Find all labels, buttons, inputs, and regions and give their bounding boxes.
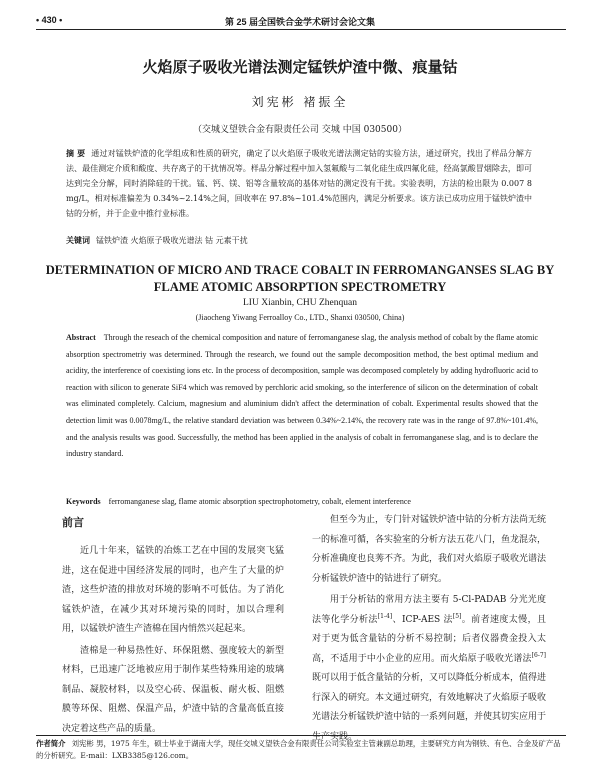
chinese-authors: 刘宪彬 褚振全 bbox=[251, 95, 349, 109]
chinese-keywords bbox=[66, 235, 532, 246]
body-text: 、ICP-AES 法 bbox=[392, 614, 453, 625]
english-keywords bbox=[66, 496, 538, 508]
footnote-text: 刘宪彬 男，1975 年生，硕士毕业于湖南大学，现任交城义望铁合金有限责任公司实验室主管兼副总助理，主要研究方向为钢铁、有色、合金及矿产品的分析研究。E-mail：LXB3385@126.com。 bbox=[36, 739, 561, 760]
english-authors: LIU Xianbin, CHU Zhenquan bbox=[243, 298, 357, 308]
header-rule bbox=[36, 29, 566, 30]
footnote-label: 作者简介 bbox=[36, 739, 66, 748]
footnote-rule bbox=[36, 735, 566, 736]
english-abstract-text: Through the reseach of the chemical composition and nature of ferromanganese slag, the analysis method of cobalt by the flame atomic absorption spectrometriy was determined. Through the research, we found out the sample decomposition method, the best optimal medium and acidity, the interference of coexisting ions etc. In the process of decomposition, sample was decomposed completely by adding hydrofluoric acid to reaction with silicon to generate SiF4 which was removed by perchloric acid smoking, so the interference of silicon on the determination of cobalt was eliminated completely. Calcium, magnesium and aluminium didn't affect the determination of cobalt. Experimental results showed that the detection limit was 0.0078mg/L, the relative standard deviation was between 0.34%~2.14%, the recovery rate was in the range of 97.8%~101.4%, and the analysis results was good. Successfully, the method has been applied in the analysis of cobalt in ferromanganese slag, and is to declare the industry standard. bbox=[66, 333, 538, 459]
body-column-left bbox=[62, 542, 284, 739]
body-paragraph: 渣棉是一种易热性好、环保阻燃、强度较大的新型材料，已迅速广泛地被应用于制作某些特殊用途的玻璃制品、凝胶材料，以及空心砖、保温板、耐火板、阻燃膜等环保、阻燃、保温产品，炉渣中钴的含量高低直接决定着这些产品的质量。 bbox=[62, 645, 284, 734]
reference-marker: [5] bbox=[452, 612, 462, 620]
body-text: 既可以用于低含量钴的分析，又可以降低分析成本，值得进行深入的研究。本文通过研究，有效地解决了火焰原子吸收光谱法分析锰铁炉渣中钴的一系列问题，并使其切实应用于生产实践。 bbox=[312, 673, 547, 742]
body-paragraph bbox=[312, 591, 546, 747]
chinese-abstract bbox=[66, 146, 532, 221]
english-abstract bbox=[66, 330, 538, 463]
english-title: DETERMINATION OF MICRO AND TRACE COBALT IN FERROMANGANSES SLAG BY FLAME ATOMIC ABSORPTION SPECTROMETRY bbox=[45, 263, 555, 294]
body-column-right bbox=[312, 511, 546, 747]
page-number: • 430 • bbox=[36, 15, 63, 25]
chinese-keywords-label: 关键词 bbox=[66, 236, 90, 245]
body-text: 用于分析钴的常用方法主要有 5-Cl-PADAB 分光光度法等化学分析法 bbox=[312, 595, 546, 625]
body-text: 。前者速度太慢，且对于更为低含量钴的分析不易控制；后者仪器费金投入太高，不适用于中小企业的应用。而火焰原子吸收光谱法 bbox=[312, 614, 546, 664]
english-affiliation: (Jiaocheng Yiwang Ferroalloy Co., LTD., Shanxi 030500, China) bbox=[195, 313, 405, 322]
chinese-affiliation: （交城义望铁合金有限责任公司 交城 中国 030500） bbox=[193, 125, 407, 135]
reference-marker: [1-4] bbox=[377, 612, 393, 620]
chinese-abstract-label: 摘 要 bbox=[66, 149, 86, 158]
author-footnote bbox=[36, 738, 566, 762]
chinese-title: 火焰原子吸收光谱法测定锰铁炉渣中微、痕量钴 bbox=[142, 58, 458, 76]
chinese-keywords-text: 锰铁炉渣 火焰原子吸收光谱法 钴 元素干扰 bbox=[96, 236, 248, 245]
reference-marker: [6-7] bbox=[531, 651, 546, 659]
english-keywords-label: Keywords bbox=[66, 497, 101, 506]
english-abstract-label: Abstract bbox=[66, 333, 96, 342]
chinese-abstract-text: 通过对锰铁炉渣的化学组成和性质的研究，确定了以火焰原子吸收光谱法测定钴的实验方法，通过研究，找出了样品分解方法、最佳测定介质和酸度、共存离子的干扰情况等。样品分解过程中加入氢氟酸与二氧化硅生成四氟化硅，经高氯酸冒烟除去，即可达到完全分解，同时消除硅的干扰。锰、钙、镁、铝等含量较高的基体对钴的测定没有干扰。实验表明，方法的检出限为 0.007 8 mg/L，相对标准偏差为 0.34%~2.14%之间，回收率在 97.8%~101.4%范围内，满足分析要求。该方法已成功应用于锰铁炉渣中钴的分析，并于企业中推行业标准。 bbox=[66, 149, 532, 218]
english-keywords-text: ferromanganese slag, flame atomic absorption spectrophotometry, cobalt, element interference bbox=[108, 497, 411, 506]
running-header: 第 25 届全国铁合金学术研讨会论文集 bbox=[224, 17, 375, 27]
body-paragraph: 但至今为止，专门针对锰铁炉渣中钴的分析方法尚无统一的标准可循，各实验室的分析方法五花八门，鱼龙混杂，分析准确度也良莠不齐。为此，我们对火焰原子吸收光谱法分析锰铁炉渣中的钴进行了研究。 bbox=[312, 515, 547, 584]
section-heading: 前言 bbox=[62, 516, 84, 529]
body-paragraph: 近几十年来，锰铁的冶炼工艺在中国的发展突飞猛进，这在促进中国经济发展的同时，也产生了大量的炉渣，这些炉渣的排放对环境的影响不可低估。为了消化锰铁炉渣，在减少其对环境污染的同时，加以合理利用，以锰铁炉渣生产渣棉在国内悄然兴起起来。 bbox=[62, 546, 284, 634]
